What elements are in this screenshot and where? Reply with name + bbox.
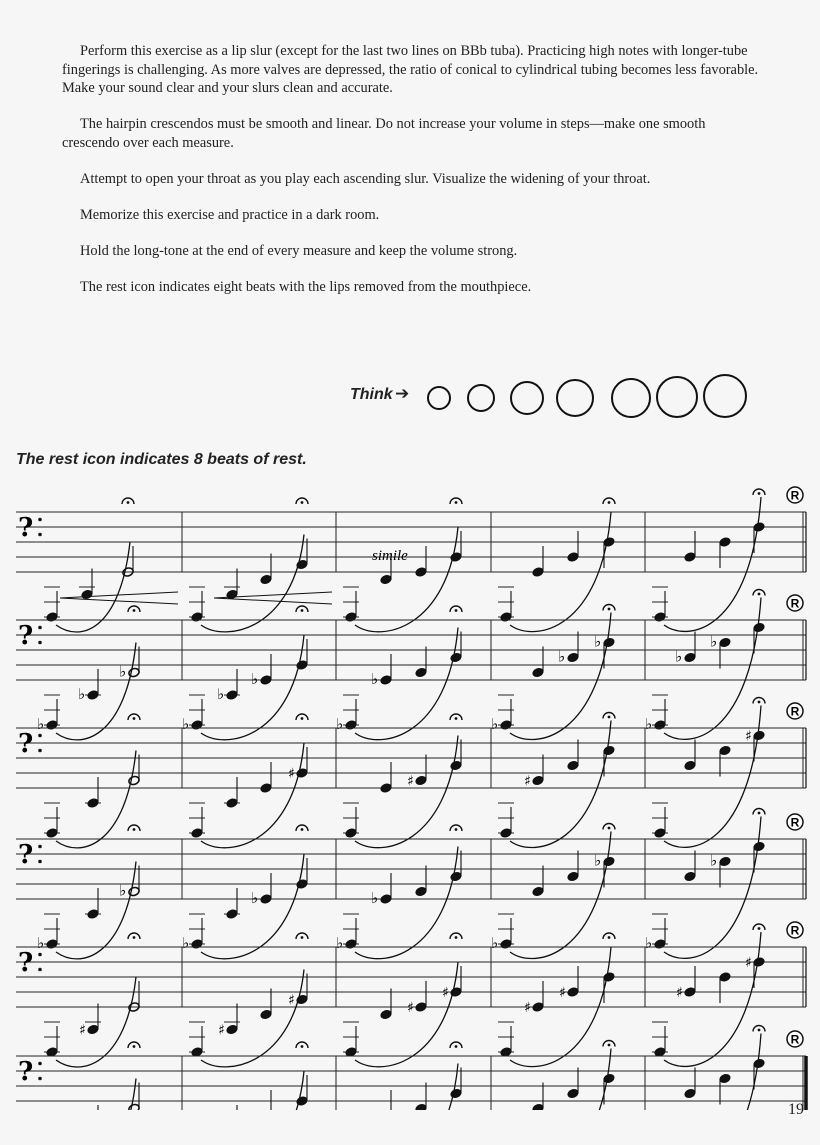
- fermata-dot: [608, 827, 611, 830]
- fermata-dot: [455, 717, 458, 720]
- slur: [201, 1071, 304, 1110]
- note-head: [450, 871, 462, 882]
- note-head: [500, 828, 512, 839]
- note-head: [380, 783, 392, 794]
- rest-icon-letter: R: [790, 596, 800, 611]
- throat-circle-5: [611, 378, 651, 418]
- sharp-icon: ♯: [407, 1000, 414, 1016]
- note-head: [128, 886, 140, 897]
- fermata-dot: [758, 927, 761, 930]
- clef-dot: [38, 845, 42, 849]
- note-head: [450, 1088, 462, 1099]
- bass-clef-icon: ?: [18, 513, 34, 543]
- fermata-dot: [758, 701, 761, 704]
- fermata-dot: [455, 1045, 458, 1048]
- bass-clef-icon: ?: [18, 948, 34, 978]
- note-head: [191, 612, 203, 623]
- fermata-dot: [301, 609, 304, 612]
- fermata-dot: [758, 812, 761, 815]
- sharp-icon: ♯: [288, 766, 295, 782]
- note-head: [603, 972, 615, 983]
- note-head: [345, 612, 357, 623]
- flat-icon: ♭: [182, 934, 190, 952]
- rest-icon-letter: R: [790, 488, 800, 503]
- note-head: [684, 760, 696, 771]
- music-score: [0, 470, 820, 1110]
- note-head: [260, 783, 272, 794]
- slur: [664, 1034, 761, 1111]
- note-head: [567, 552, 579, 563]
- flat-icon: ♭: [217, 685, 225, 703]
- sharp-icon: ♯: [745, 728, 752, 745]
- simile-marking: simile: [372, 548, 408, 564]
- note-head: [567, 652, 579, 663]
- flat-icon: ♭: [371, 670, 379, 688]
- clef-dot: [38, 1062, 42, 1066]
- sharp-icon: ♯: [442, 985, 449, 1001]
- note-head: [532, 886, 544, 897]
- sharp-icon: ♯: [745, 955, 752, 971]
- note-head: [500, 612, 512, 623]
- flat-icon: ♭: [182, 715, 190, 733]
- flat-icon: ♭: [336, 934, 344, 952]
- note-head: [753, 957, 765, 968]
- note-head: [450, 652, 462, 663]
- memorize-paragraph: Memorize this exercise and practice in a dark room.: [80, 207, 380, 223]
- throat-circle-1: [427, 386, 451, 410]
- slur: [664, 497, 761, 631]
- fermata-dot: [301, 828, 304, 831]
- fermata-dot: [455, 936, 458, 939]
- sharp-icon: ♯: [288, 992, 295, 1009]
- note-head: [226, 690, 238, 701]
- fermata-dot: [133, 936, 136, 939]
- rest-icon-letter: R: [790, 923, 800, 938]
- throat-circle-6: [656, 376, 698, 418]
- note-head: [87, 690, 99, 701]
- note-head: [684, 871, 696, 882]
- sharp-icon: ♯: [79, 1022, 86, 1039]
- think-label: Think: [350, 386, 393, 403]
- note-head: [46, 720, 58, 731]
- rest-icon-letter: R: [790, 704, 800, 719]
- note-head: [191, 828, 203, 839]
- note-head: [380, 894, 392, 905]
- note-head: [226, 1024, 238, 1035]
- bass-clef-icon: ?: [18, 729, 34, 759]
- note-head: [532, 667, 544, 678]
- note-head: [654, 828, 666, 839]
- flat-icon: ♭: [491, 934, 499, 952]
- note-head: [719, 745, 731, 756]
- flat-icon: ♭: [251, 889, 259, 907]
- note-head: [532, 775, 544, 786]
- flat-icon: ♭: [675, 647, 683, 666]
- sharp-icon: ♯: [676, 985, 683, 1001]
- note-head: [603, 537, 615, 548]
- note-head: [380, 675, 392, 686]
- fermata-dot: [455, 828, 458, 831]
- fermata-dot: [758, 1029, 761, 1032]
- rest-icon-paragraph: The rest icon indicates eight beats with the lips removed from the mouthpiece.: [80, 279, 532, 295]
- fermata-dot: [133, 717, 136, 720]
- flat-icon: ♭: [594, 632, 602, 651]
- fermata-dot: [608, 936, 611, 939]
- note-head: [260, 675, 272, 686]
- sharp-icon: ♯: [559, 985, 566, 1001]
- fermata-dot: [301, 717, 304, 720]
- throat-circle-2: [467, 384, 495, 412]
- arrow-right-icon: ➔: [395, 384, 410, 404]
- fermata-dot: [127, 501, 130, 504]
- slur: [355, 1064, 458, 1111]
- fermata-dot: [133, 828, 136, 831]
- bass-clef-icon: ?: [18, 621, 34, 651]
- throat-paragraph: Attempt to open your throat as you play each ascending slur. Visualize the widening of your throat.: [80, 171, 651, 187]
- note-head: [719, 637, 731, 648]
- flat-icon: ♭: [710, 632, 718, 651]
- note-head: [81, 589, 93, 600]
- sharp-icon: ♯: [218, 1022, 225, 1039]
- note-head: [46, 828, 58, 839]
- rest-icon-letter: R: [790, 1032, 800, 1047]
- note-head: [191, 720, 203, 731]
- note-head: [684, 652, 696, 663]
- note-head: [415, 1002, 427, 1013]
- fermata-dot: [301, 936, 304, 939]
- flat-icon: ♭: [119, 881, 127, 900]
- note-head: [46, 939, 58, 950]
- note-head: [380, 1009, 392, 1020]
- fermata-dot: [301, 501, 304, 504]
- note-head: [415, 775, 427, 786]
- note-head: [532, 1103, 544, 1110]
- note-head: [260, 894, 272, 905]
- sharp-icon: ♯: [407, 773, 414, 790]
- note-head: [532, 567, 544, 578]
- note-head: [567, 760, 579, 771]
- bass-clef-icon: ?: [18, 840, 34, 870]
- flat-icon: ♭: [710, 851, 718, 870]
- fermata-dot: [758, 593, 761, 596]
- note-head: [753, 522, 765, 533]
- note-head: [719, 856, 731, 867]
- note-head: [654, 939, 666, 950]
- bass-clef-icon: ?: [18, 1057, 34, 1087]
- flat-icon: ♭: [336, 715, 344, 733]
- note-head: [684, 552, 696, 563]
- note-head: [380, 574, 392, 585]
- note-head: [226, 909, 238, 920]
- note-head: [260, 1009, 272, 1020]
- note-head: [87, 909, 99, 920]
- clef-dot: [38, 953, 42, 957]
- sharp-icon: ♯: [524, 773, 531, 790]
- flat-icon: ♭: [491, 715, 499, 733]
- slur: [201, 970, 304, 1067]
- note-head: [500, 939, 512, 950]
- hairpin-paragraph: The hairpin crescendos must be smooth and linear. Do not increase your volume in steps—make one smooth crescendo over each measure.: [62, 116, 706, 151]
- slur: [355, 527, 458, 632]
- clef-dot: [38, 749, 42, 753]
- fermata-dot: [758, 492, 761, 495]
- clef-dot: [38, 1077, 42, 1081]
- flat-icon: ♭: [251, 670, 259, 688]
- page-number: 19: [788, 1101, 804, 1118]
- note-head: [719, 1073, 731, 1084]
- flat-icon: ♭: [558, 647, 566, 666]
- fermata-dot: [455, 609, 458, 612]
- note-head: [500, 720, 512, 731]
- clef-dot: [38, 641, 42, 645]
- fermata-dot: [608, 1044, 611, 1047]
- flat-icon: ♭: [594, 851, 602, 870]
- slur: [201, 535, 304, 632]
- sharp-icon: ♯: [524, 1000, 531, 1016]
- note-head: [260, 574, 272, 585]
- clef-dot: [38, 860, 42, 864]
- fermata-dot: [608, 716, 611, 719]
- flat-icon: ♭: [37, 715, 45, 733]
- note-head: [450, 760, 462, 771]
- note-head: [603, 745, 615, 756]
- slur: [355, 736, 458, 848]
- note-head: [603, 1073, 615, 1084]
- note-head: [684, 1088, 696, 1099]
- long-tone-paragraph: Hold the long-tone at the end of every measure and keep the volume strong.: [80, 243, 518, 259]
- note-head: [719, 972, 731, 983]
- fermata-dot: [608, 608, 611, 611]
- clef-dot: [38, 626, 42, 630]
- throat-circle-7: [703, 374, 747, 418]
- fermata-dot: [608, 501, 611, 504]
- note-head: [345, 939, 357, 950]
- note-head: [719, 537, 731, 548]
- fermata-dot: [133, 609, 136, 612]
- slur: [664, 598, 761, 740]
- note-head: [415, 667, 427, 678]
- rest-icon-letter: R: [790, 815, 800, 830]
- note-head: [415, 1103, 427, 1110]
- flat-icon: ♭: [371, 889, 379, 907]
- note-head: [532, 1002, 544, 1013]
- note-head: [415, 567, 427, 578]
- note-head: [567, 871, 579, 882]
- slur: [201, 743, 304, 848]
- note-head: [87, 1024, 99, 1035]
- fermata-dot: [455, 501, 458, 504]
- slur: [56, 1079, 136, 1111]
- note-head: [567, 987, 579, 998]
- fermata-dot: [133, 1045, 136, 1048]
- note-head: [603, 856, 615, 867]
- throat-circle-4: [556, 379, 594, 417]
- rest-heading: The rest icon indicates 8 beats of rest.: [16, 451, 307, 468]
- flat-icon: ♭: [119, 662, 127, 681]
- flat-icon: ♭: [645, 715, 653, 733]
- note-head: [684, 987, 696, 998]
- note-head: [654, 720, 666, 731]
- clef-dot: [38, 968, 42, 972]
- note-head: [654, 612, 666, 623]
- note-head: [345, 720, 357, 731]
- intro-paragraph: Perform this exercise as a lip slur (except for the last two lines on BBb tuba). Practicing high notes with longer-tube fingerings is challenging. As more valves are depressed, the ratio of conical to cylindrical tubing becomes less favorable. Make your sound clear and your slurs clean and accurate.: [62, 43, 759, 96]
- fermata-dot: [301, 1045, 304, 1048]
- note-head: [415, 886, 427, 897]
- note-head: [191, 939, 203, 950]
- clef-dot: [38, 533, 42, 537]
- flat-icon: ♭: [78, 685, 86, 703]
- flat-icon: ♭: [37, 934, 45, 952]
- note-head: [128, 667, 140, 678]
- note-head: [128, 1103, 140, 1110]
- note-head: [345, 828, 357, 839]
- clef-dot: [38, 734, 42, 738]
- note-head: [87, 798, 99, 809]
- note-head: [226, 798, 238, 809]
- throat-circle-3: [510, 381, 544, 415]
- flat-icon: ♭: [645, 934, 653, 952]
- crescendo-hairpin: [60, 592, 178, 604]
- note-head: [46, 612, 58, 623]
- note-head: [603, 637, 615, 648]
- note-head: [567, 1088, 579, 1099]
- slur: [664, 706, 761, 848]
- note-head: [128, 775, 140, 786]
- clef-dot: [38, 518, 42, 522]
